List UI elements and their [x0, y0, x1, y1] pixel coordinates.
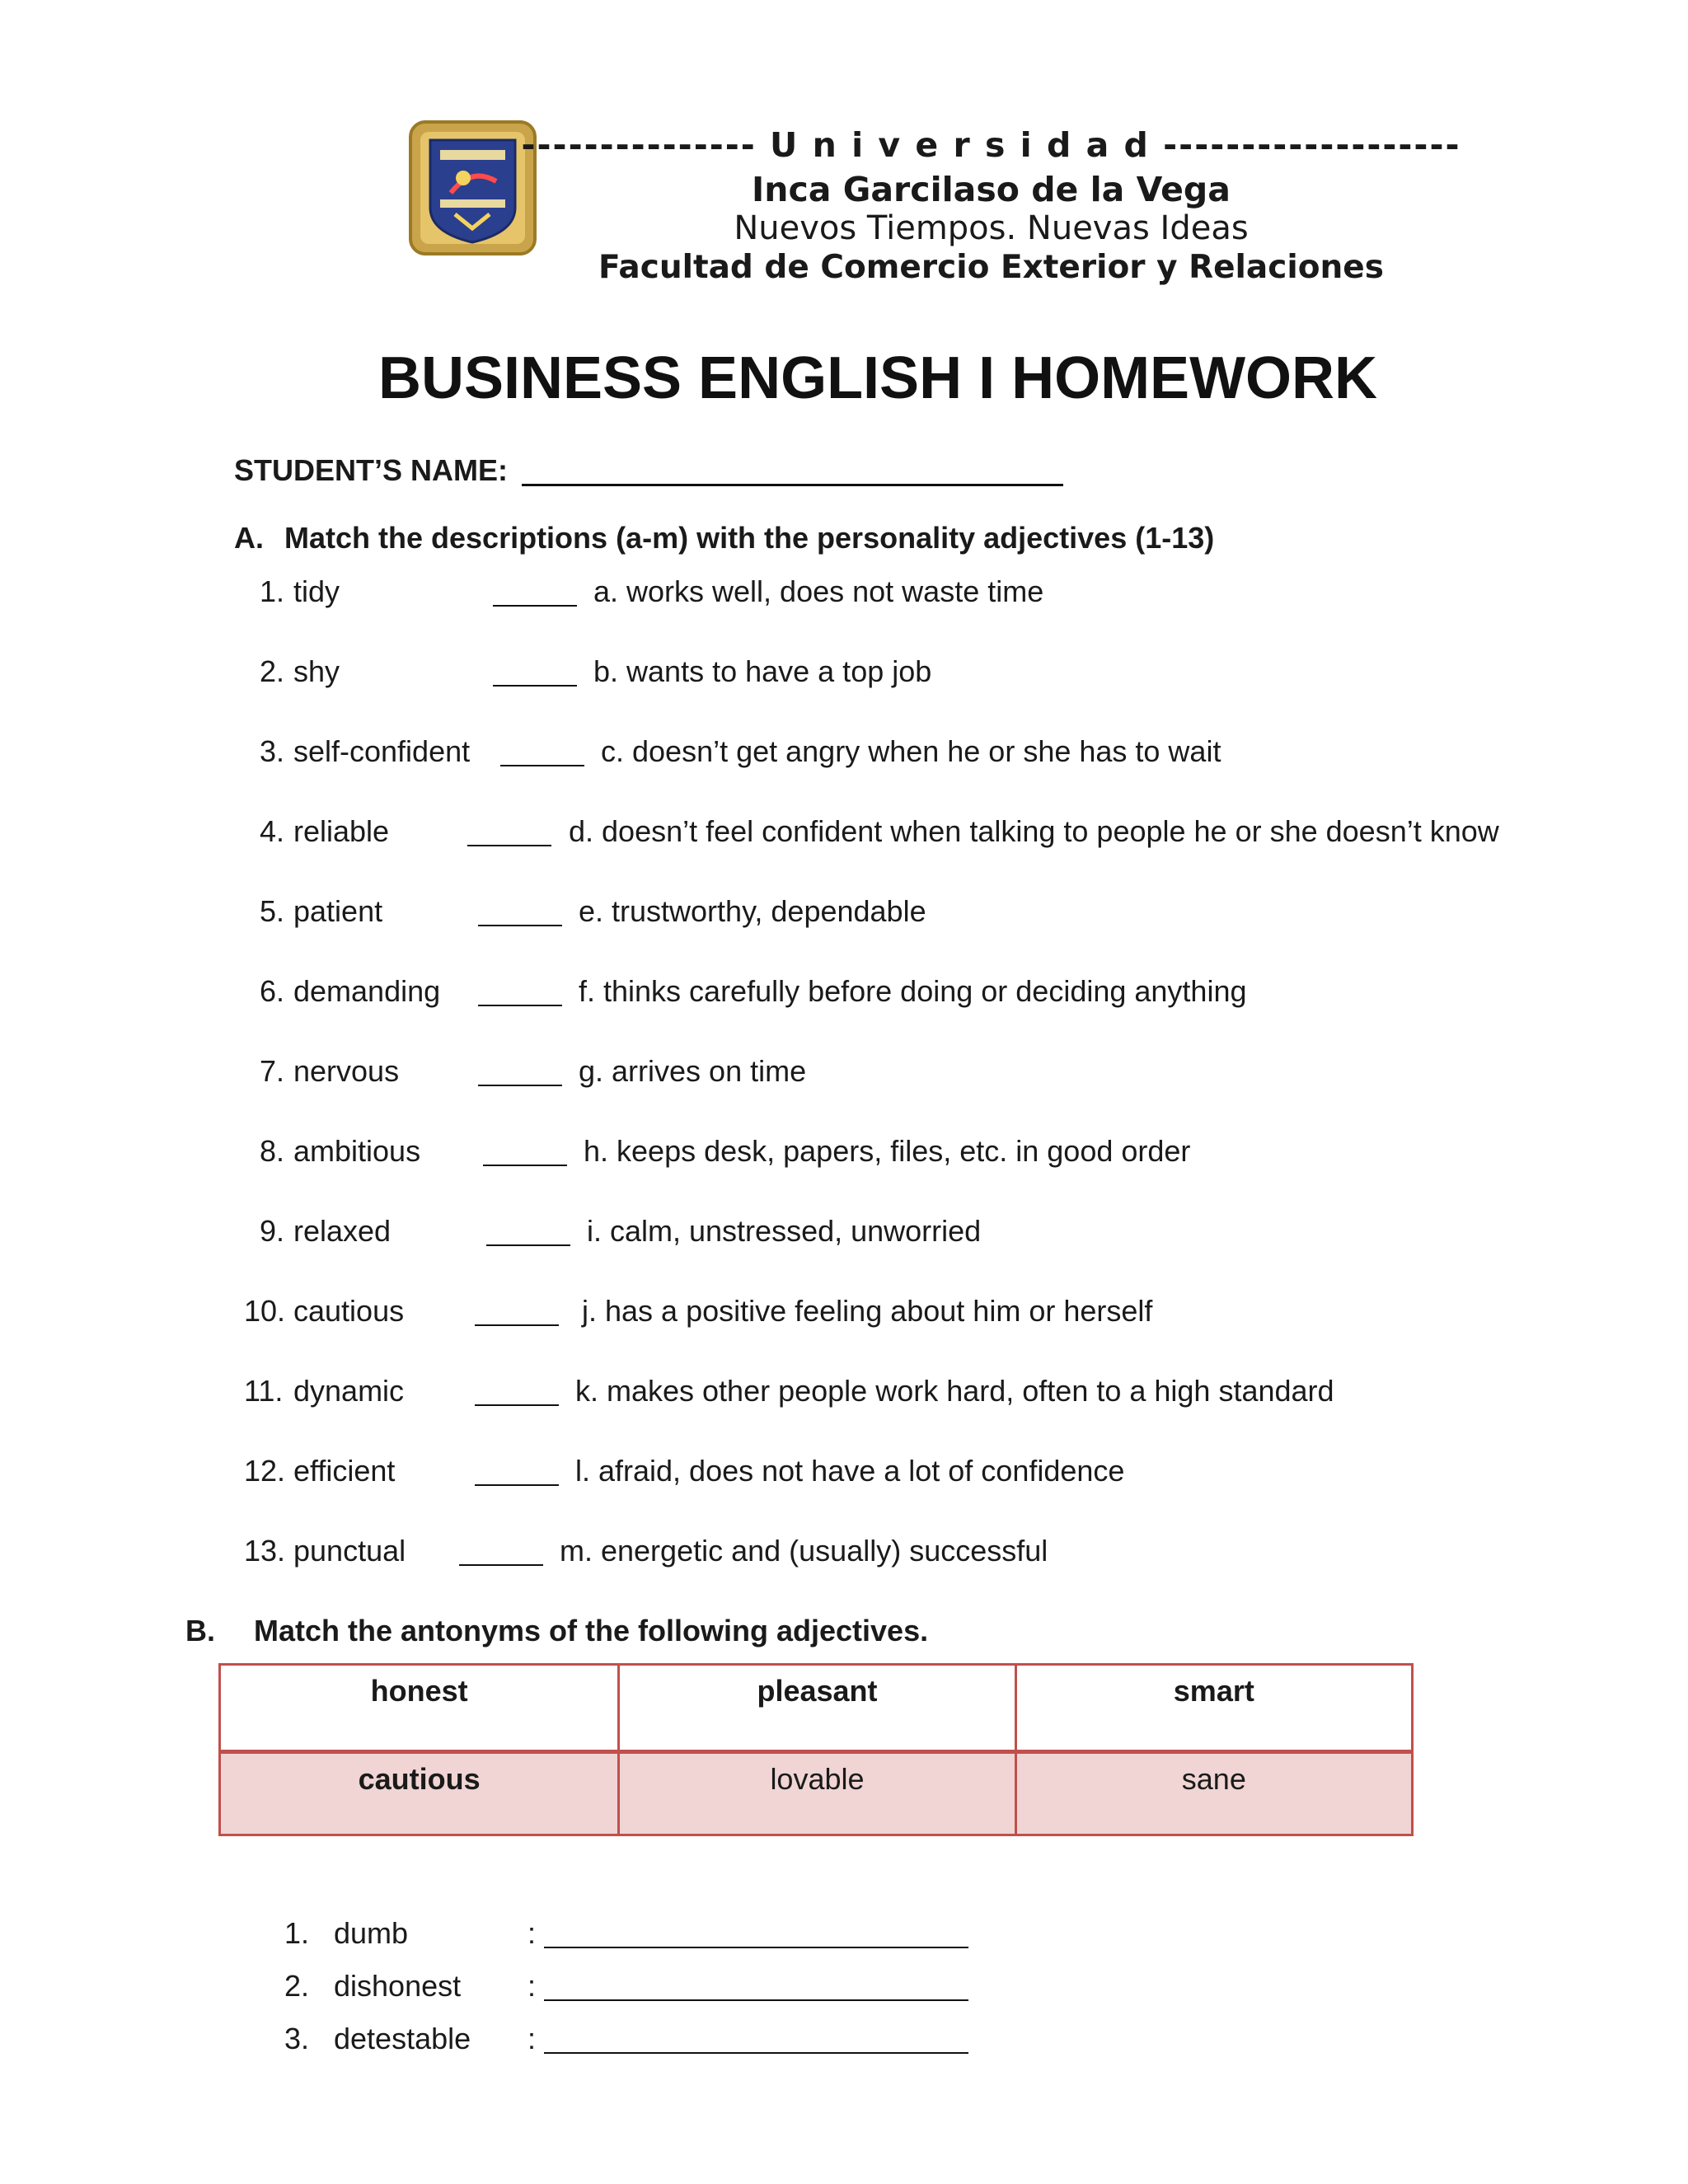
colon: :: [528, 1969, 537, 2003]
table-header-cell: pleasant: [617, 1666, 1014, 1750]
item-number: 13.: [244, 1534, 286, 1568]
item-adjective: self-confident: [293, 734, 471, 768]
item-description: g. arrives on time: [579, 1054, 807, 1088]
answer-blank[interactable]: [475, 1484, 559, 1486]
item-description: m. energetic and (usually) successful: [560, 1534, 1048, 1568]
page-title: BUSINESS ENGLISH I HOMEWORK: [377, 345, 1378, 411]
header-university-line: --------------- U n i v e r s i d a d -------------------: [521, 125, 1461, 165]
item-number: 10.: [244, 1294, 286, 1328]
antonyms-table: [218, 1663, 1414, 1836]
item-adjective: ambitious: [293, 1134, 421, 1168]
item-word: dumb: [334, 1916, 409, 1950]
answer-blank[interactable]: [475, 1404, 559, 1406]
answer-blank[interactable]: [478, 1085, 562, 1086]
item-adjective: tidy: [293, 574, 340, 608]
item-adjective: reliable: [293, 814, 390, 848]
item-description: j. has a positive feeling about him or herself: [582, 1294, 1153, 1328]
answer-line[interactable]: [544, 1999, 968, 2001]
answer-blank[interactable]: [493, 685, 577, 687]
item-number: 2.: [260, 654, 285, 688]
answer-blank[interactable]: [478, 1005, 562, 1006]
section-a-heading: Match the descriptions (a-m) with the personality adjectives (1-13): [284, 521, 1215, 555]
item-description: b. wants to have a top job: [593, 654, 932, 688]
item-adjective: relaxed: [293, 1214, 392, 1248]
answer-blank[interactable]: [478, 925, 562, 926]
header-university-name: Inca Garcilaso de la Vega: [752, 170, 1231, 209]
answer-blank[interactable]: [459, 1564, 543, 1566]
answer-blank[interactable]: [500, 765, 584, 766]
table-cell: sane: [1015, 1750, 1411, 1834]
item-description: c. doesn’t get angry when he or she has to wait: [601, 734, 1221, 768]
item-number: 7.: [260, 1054, 285, 1088]
colon: :: [528, 1916, 537, 1950]
item-adjective: shy: [293, 654, 340, 688]
section-a-letter: A.: [234, 521, 264, 555]
item-number: 4.: [260, 814, 285, 848]
section-b-heading: Match the antonyms of the following adjectives.: [254, 1614, 929, 1647]
item-number: 1.: [284, 1916, 310, 1950]
table-cell: cautious: [221, 1750, 617, 1834]
item-description: f. thinks carefully before doing or deciding anything: [579, 974, 1247, 1008]
item-number: 2.: [284, 1969, 310, 2003]
student-name-answer-line[interactable]: [522, 484, 1063, 486]
item-number: 1.: [260, 574, 285, 608]
colon: :: [528, 2022, 537, 2055]
item-description: k. makes other people work hard, often to a high standard: [575, 1374, 1334, 1408]
table-cell: lovable: [617, 1750, 1014, 1834]
item-description: a. works well, does not waste time: [593, 574, 1044, 608]
answer-blank[interactable]: [486, 1244, 570, 1246]
answer-blank[interactable]: [475, 1324, 559, 1326]
item-number: 12.: [244, 1454, 286, 1488]
item-description: d. doesn’t feel confident when talking to people he or she doesn’t know: [569, 814, 1499, 848]
header-motto: Nuevos Tiempos. Nuevas Ideas: [734, 209, 1249, 247]
item-number: 3.: [284, 2022, 310, 2055]
table-header-cell: smart: [1015, 1666, 1411, 1750]
answer-blank[interactable]: [467, 845, 551, 846]
item-description: e. trustworthy, dependable: [579, 894, 926, 928]
item-adjective: nervous: [293, 1054, 400, 1088]
item-adjective: efficient: [293, 1454, 396, 1488]
item-number: 6.: [260, 974, 285, 1008]
item-word: dishonest: [334, 1969, 462, 2003]
item-number: 5.: [260, 894, 285, 928]
item-adjective: cautious: [293, 1294, 405, 1328]
item-number: 8.: [260, 1134, 285, 1168]
item-adjective: punctual: [293, 1534, 406, 1568]
item-adjective: patient: [293, 894, 383, 928]
item-description: h. keeps desk, papers, files, etc. in good order: [584, 1134, 1191, 1168]
item-number: 3.: [260, 734, 285, 768]
item-description: l. afraid, does not have a lot of confidence: [575, 1454, 1125, 1488]
section-b-letter: B.: [185, 1614, 215, 1647]
answer-blank[interactable]: [493, 605, 577, 607]
item-number: 9.: [260, 1214, 285, 1248]
item-adjective: demanding: [293, 974, 441, 1008]
answer-line[interactable]: [544, 2052, 968, 2054]
item-word: detestable: [334, 2022, 471, 2055]
item-number: 11.: [244, 1374, 284, 1408]
header-faculty: Facultad de Comercio Exterior y Relaciones: [598, 249, 1384, 286]
item-description: i. calm, unstressed, unworried: [587, 1214, 982, 1248]
item-adjective: dynamic: [293, 1374, 405, 1408]
answer-blank[interactable]: [483, 1165, 567, 1166]
table-header-cell: honest: [221, 1666, 617, 1750]
answer-line[interactable]: [544, 1947, 968, 1948]
student-name-label: STUDENT’S NAME:: [234, 453, 508, 487]
